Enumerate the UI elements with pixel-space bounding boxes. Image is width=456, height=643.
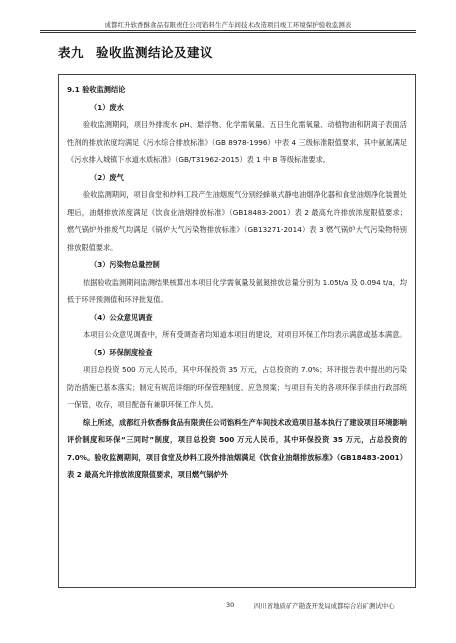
subsection-heading: 9.1 验收监测结论 [67,85,126,94]
paragraph-env-system: 项目总投资 500 万元人民币，其中环保投资 35 万元，占总投资的 7.0%；环评报告表中提出的污染防治措施已基本落实；制定有规范详细的环保管理制度、应急预案；与项目有关的各项环保手续由行政部统一保管，收存，项目配备有兼职环保工作人员。 [67,365,407,409]
paragraph-exhaust: 验收监测期间，项目食堂和炒料工段产生油烟废气分别经蜂巢式静电油烟净化器和食堂油烟净化装置处理后，油烟排放浓度满足《饮食业油烟排放标准》（GB18483-2001）表 2 最高允许排放浓度限值要求；燃气锅炉外排废气均满足《锅炉大气污染物排放标准》（GB13271-2014）表 3 燃气锅炉大气污染物特别排放限值要求。 [67,190,407,252]
heading-exhaust: （2）废气 [90,172,124,182]
header-rule [40,30,416,31]
page-header: 成都红升软香酥食品有限责任公司馅料生产车间技术改造项目竣工环境保护验收监测表 [104,21,352,29]
paragraph-summary: 综上所述，成都红升软香酥食品有限责任公司馅料生产车间技术改造项目基本执行了建设项目环境影响评价制度和环保“三同时”制度，项目总投资 500 万元人民币，其中环保投资 35 万元，占总投资的 7.0%。验收监测期间，项目食堂及炒料工段外排油烟满足《饮食业油烟排放标准》（GB18483-2001）表 2 最高允许排放浓度限值要求，项目燃气锅炉外 [67,417,407,479]
page-number: 30 [226,601,235,609]
heading-wastewater: （1）废水 [90,102,124,112]
content-frame [58,74,416,588]
header-rule-thin [40,32,416,33]
paragraph-wastewater: 验收监测期间，项目外排废水 pH、悬浮物、化学需氧量、五日生化需氧量、动植物油和阴离子表面活性剂的排放浓度均满足《污水综合排放标准》（GB 8978-1996）中表 4 三级标准限值要求，其中氨氮满足《污水排入城镇下水道水质标准》（GB/T31962-2015）表 1 中 B 等级标准要求。 [67,120,407,164]
heading-public-opinion: （4）公众意见调查 [90,312,153,322]
paragraph-public-opinion: 本项目公众意见调查中，所有受调查者均知道本项目的建设，对项目环保工作均表示满意或基本满意。 [83,330,407,339]
section-title-text: 验收监测结论及建议 [96,45,214,60]
heading-total-control: （3）污染物总量控制 [90,260,160,269]
paragraph-total-control: 依据验收监测期间监测结果核算出本项目化学需氧量及氨氮排放总量分别为 1.05t/a 及 0.094 t/a，均低于环评预测值和环评批复值。 [67,277,407,304]
heading-env-system: （5）环保制度检查 [90,347,153,357]
section-title-label: 表九 [58,45,85,60]
footer-organization: 四川省地质矿产勘查开发局成都综合岩矿测试中心 [254,602,395,610]
section-title [58,43,213,61]
